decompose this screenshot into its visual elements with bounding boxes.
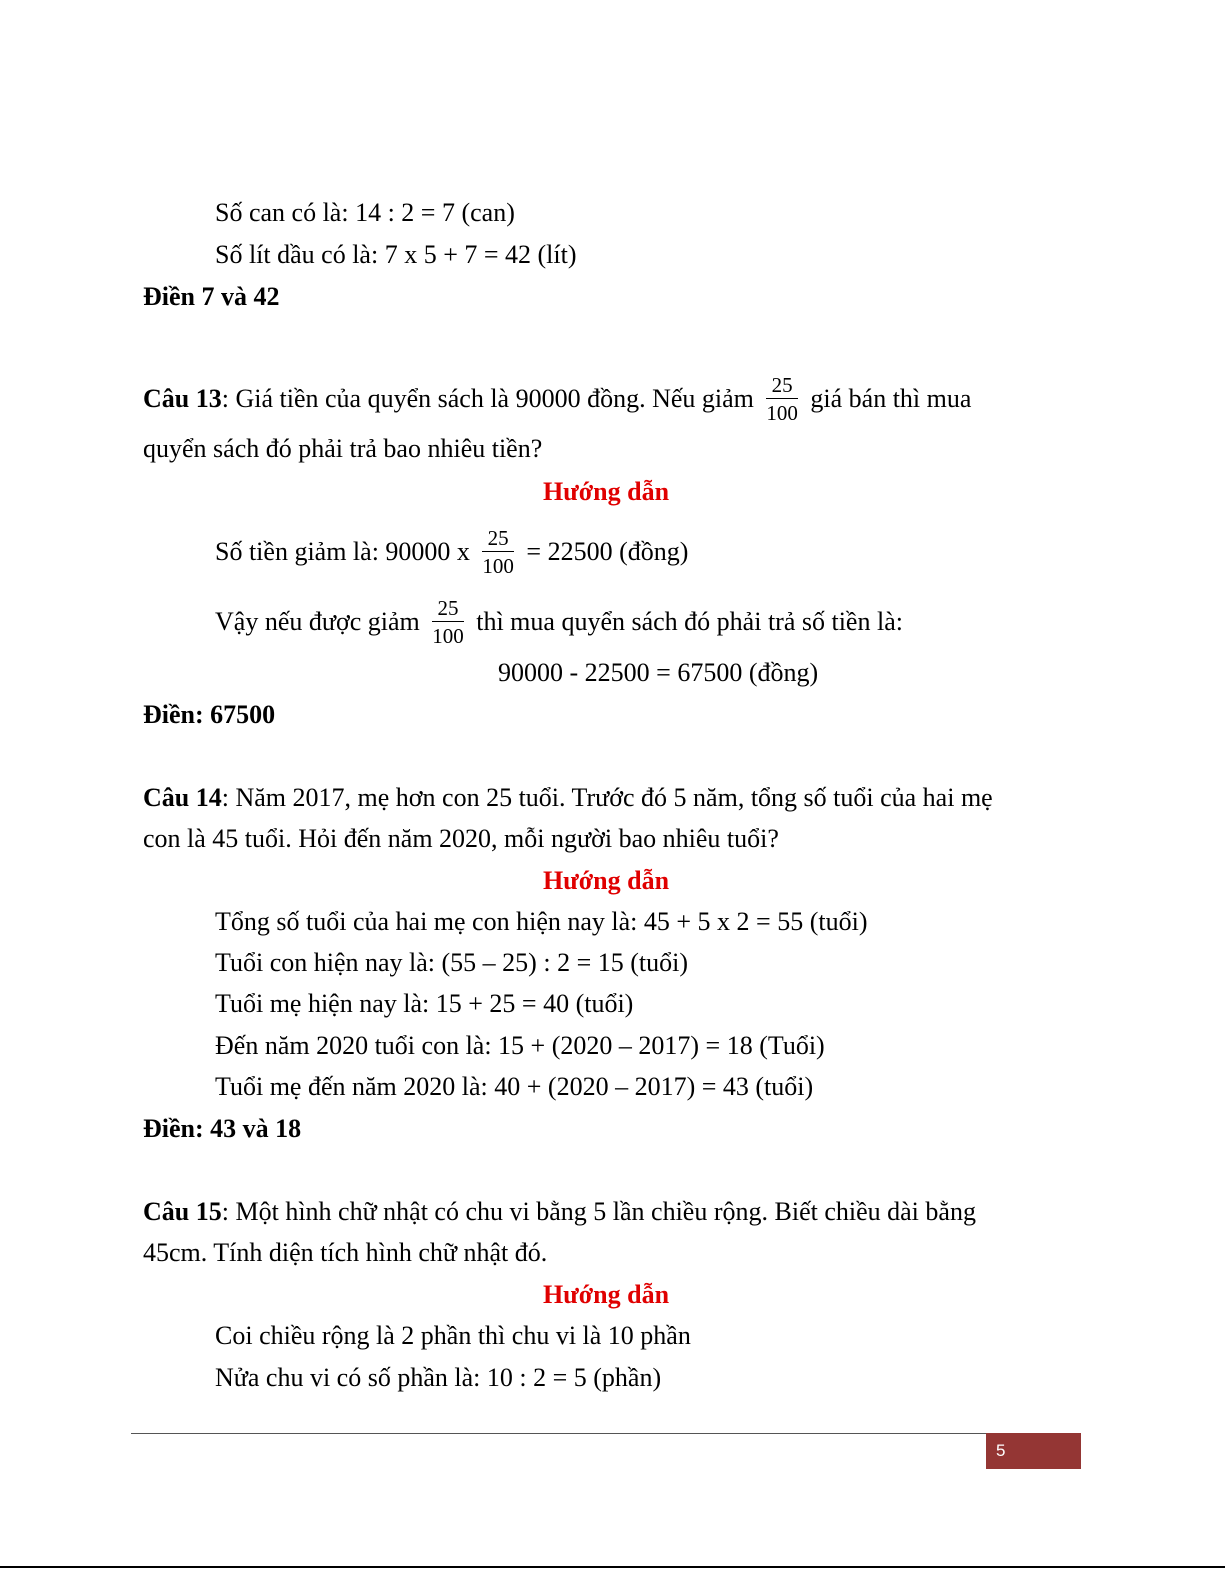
fraction: $\frac{25}{100}$ (432, 596, 464, 648)
text-line: Số can có là: 14 : 2 = 7 (can) (215, 198, 515, 227)
question-text: quyển sách đó phải trả bao nhiêu tiền? (143, 434, 543, 463)
answer-line: Điền: 43 và 18 (143, 1114, 302, 1143)
solution-step: Số tiền giảm là: 90000 x $\frac{25}{100}$ = 22500 (đồng) (215, 526, 689, 578)
question-text: : Năm 2017, mẹ hơn con 25 tuổi. Trước đó 5 năm, tổng số tuổi của hai mẹ (221, 783, 993, 812)
answer-line: Điền: 67500 (143, 700, 276, 729)
question-text: : Giá tiền của quyển sách là 90000 đồng. Nếu giảm (221, 383, 754, 413)
question-label: Câu 15 (143, 1197, 222, 1226)
solution-step: Coi chiều rộng là 2 phần thì chu vi là 10 phần (215, 1321, 691, 1350)
text-line: Số lít dầu có là: 7 x 5 + 7 = 42 (lít) (215, 240, 577, 269)
fraction: $\frac{25}{100}$ (482, 526, 514, 578)
question-label: Câu 13 (143, 383, 222, 413)
question-14 (143, 782, 993, 814)
question-15 (143, 1196, 976, 1228)
question-text: con là 45 tuổi. Hỏi đến năm 2020, mỗi người bao nhiêu tuổi? (143, 824, 779, 853)
question-text: : Một hình chữ nhật có chu vi bằng 5 lần chiều rộng. Biết chiều dài bằng (221, 1197, 976, 1226)
question-text: giá bán thì mua (810, 383, 972, 413)
guide-heading: Hướng dẫn (542, 866, 670, 895)
page-number-box (986, 1433, 1081, 1469)
answer-line: Điền 7 và 42 (143, 282, 280, 311)
page-number: 5 (996, 1441, 1006, 1460)
solution-step: Đến năm 2020 tuổi con là: 15 + (2020 – 2017) = 18 (Tuổi) (215, 1031, 825, 1060)
question-label: Câu 14 (143, 783, 222, 812)
solution-step: Tuổi mẹ đến năm 2020 là: 40 + (2020 – 2017) = 43 (tuổi) (215, 1072, 814, 1101)
footer-rule (131, 1433, 986, 1434)
guide-heading: Hướng dẫn (542, 1280, 670, 1309)
solution-step: 90000 - 22500 = 67500 (đồng) (498, 658, 819, 687)
solution-step: Tổng số tuổi của hai mẹ con hiện nay là: 45 + 5 x 2 = 55 (tuổi) (215, 907, 868, 936)
fraction: $\frac{25}{100}$ (766, 373, 798, 425)
page-bottom-border (0, 1566, 1225, 1568)
guide-heading: Hướng dẫn (542, 477, 670, 506)
question-text: 45cm. Tính diện tích hình chữ nhật đó. (143, 1238, 548, 1267)
solution-step: Tuổi mẹ hiện nay là: 15 + 25 = 40 (tuổi) (215, 989, 634, 1018)
solution-step: Vậy nếu được giảm $\frac{25}{100}$ thì mua quyển sách đó phải trả số tiền là: (215, 596, 903, 648)
solution-step: Tuổi con hiện nay là: (55 – 25) : 2 = 15 (tuổi) (215, 948, 688, 977)
solution-step: Nửa chu vi có số phần là: 10 : 2 = 5 (phần) (215, 1363, 662, 1392)
question-13 (143, 375, 971, 427)
